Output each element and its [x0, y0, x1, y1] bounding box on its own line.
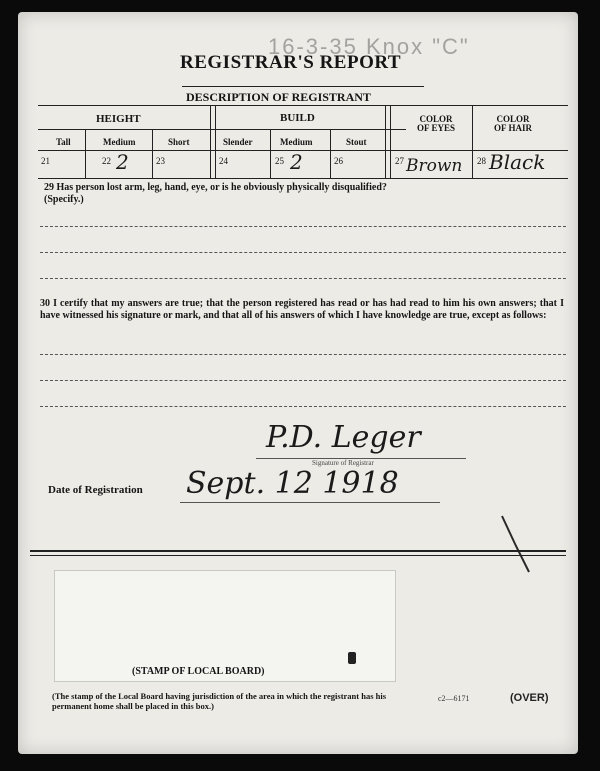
col-divider [210, 105, 211, 178]
build-col-stout: Stout [346, 137, 367, 147]
section-rule [30, 555, 566, 556]
answer-line [40, 278, 566, 279]
height-col-short: Short [168, 137, 190, 147]
question-29 [44, 182, 564, 206]
col-divider [385, 105, 386, 178]
top-stamp: 16-3-35 Knox "C" [268, 34, 470, 59]
stamp-footnote: (The stamp of the Local Board having jurisdiction of the area in which the registrant has his permanent home shall be placed in this box.) [52, 691, 387, 711]
section-rule [30, 550, 566, 552]
eye-color-value: Brown [406, 156, 463, 176]
signature-caption: Signature of Registrar [312, 459, 374, 467]
col-divider [85, 129, 86, 178]
data-row-bottom-rule [38, 178, 568, 179]
height-header: HEIGHT [96, 113, 141, 125]
field-number: 24 [219, 156, 228, 166]
report-title: REGISTRAR'S REPORT [180, 52, 402, 73]
registration-date: Sept. 12 1918 [186, 466, 399, 501]
hair-color-value: Black [489, 150, 546, 174]
ink-blot [348, 652, 356, 664]
question-30: 30 I certify that my answers are true; that the person registered has read or has had read to him his own answers; that I have witnessed his signature or mark, and that all of his answers of which I have knowledge are true, except as follows: [40, 298, 564, 321]
col-divider [270, 129, 271, 178]
answer-line [40, 252, 566, 253]
height-col-tall: Tall [56, 137, 71, 147]
subheader-rule [38, 129, 406, 130]
field-number: 27 [395, 156, 404, 166]
build-col-medium: Medium [280, 137, 313, 147]
build-mark: 2 [290, 150, 303, 174]
description-title: DESCRIPTION OF REGISTRANT [186, 90, 371, 104]
date-label: Date of Registration [48, 484, 143, 496]
col-divider [330, 129, 331, 178]
question-29-text: 29 Has person lost arm, leg, hand, eye, or is he obviously physically disqualified? [44, 182, 387, 193]
answer-line [40, 226, 566, 227]
field-number: 22 [102, 156, 111, 166]
answer-line [40, 406, 566, 407]
over-label: (OVER) [510, 692, 549, 704]
table-top-rule [38, 105, 568, 106]
col-divider [390, 105, 391, 178]
height-mark: 2 [116, 150, 129, 174]
registrar-signature: P.D. Leger [266, 420, 421, 455]
col-divider [215, 105, 216, 178]
desc-top-rule [182, 86, 424, 87]
question-29-specify: (Specify.) [44, 194, 84, 205]
col-divider [472, 105, 473, 178]
pen-mark [496, 510, 536, 580]
form-code: c2—6171 [438, 694, 470, 703]
field-number: 28 [477, 156, 486, 166]
registration-card [18, 12, 578, 754]
height-col-medium: Medium [103, 137, 136, 147]
build-header: BUILD [280, 112, 315, 124]
color-hair-header: COLOR OF HAIR [494, 114, 532, 133]
color-eyes-header: COLOR OF EYES [417, 114, 455, 133]
build-col-slender: Slender [223, 137, 253, 147]
stamp-label: (STAMP OF LOCAL BOARD) [132, 666, 265, 677]
field-number: 21 [41, 156, 50, 166]
answer-line [40, 380, 566, 381]
field-number: 26 [334, 156, 343, 166]
field-number: 25 [275, 156, 284, 166]
date-line [180, 502, 440, 503]
answer-line [40, 354, 566, 355]
field-number: 23 [156, 156, 165, 166]
col-divider [152, 129, 153, 178]
